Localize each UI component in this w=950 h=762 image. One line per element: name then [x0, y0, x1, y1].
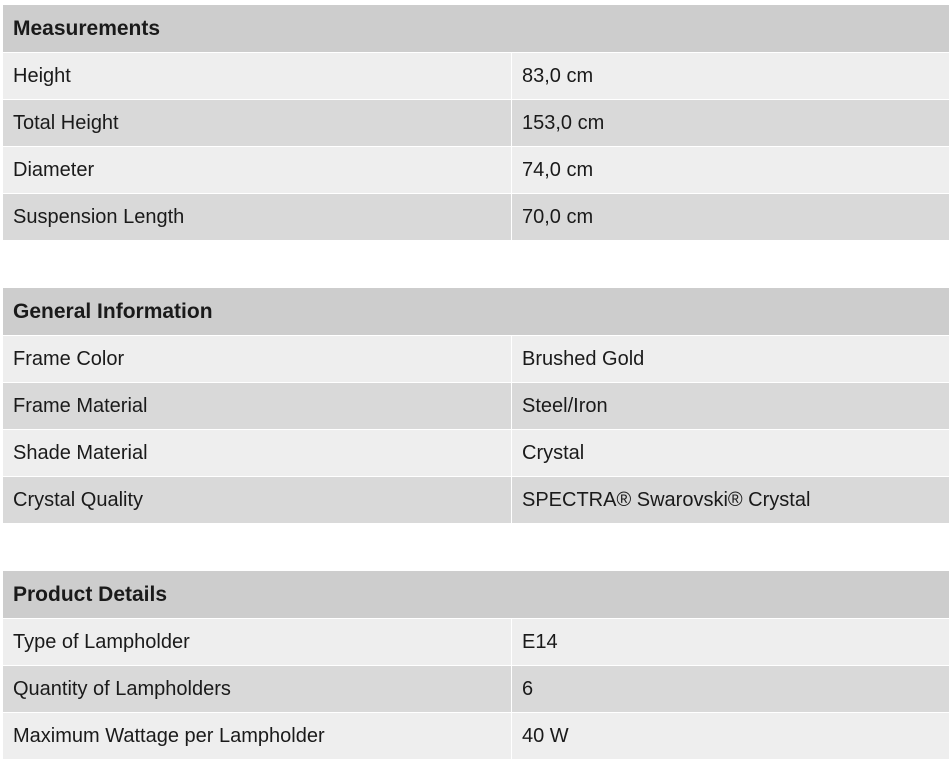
section-title: General Information: [13, 300, 213, 323]
table-row: [3, 100, 949, 147]
table-row: [3, 147, 949, 194]
section-header: [3, 288, 949, 336]
product-details-table: [3, 571, 949, 760]
row-label: Suspension Length: [3, 194, 512, 240]
measurements-table: [3, 5, 949, 241]
row-value: 83,0 cm: [522, 65, 594, 87]
row-value: 40 W: [522, 725, 569, 747]
table-row: [3, 430, 949, 477]
table-row: [3, 619, 949, 666]
table-row: [3, 53, 949, 100]
general-information-table: [3, 288, 949, 524]
row-value: 153,0 cm: [522, 112, 605, 134]
row-label: Diameter: [3, 147, 512, 193]
row-value: Steel/Iron: [522, 395, 608, 417]
table-row: [3, 713, 949, 760]
row-label: Total Height: [3, 100, 512, 146]
row-value: 74,0 cm: [522, 159, 594, 181]
row-value: Brushed Gold: [522, 348, 645, 370]
row-value: E14: [522, 631, 558, 653]
row-label: Quantity of Lampholders: [3, 666, 512, 712]
section-title: Product Details: [13, 583, 168, 606]
table-row: [3, 666, 949, 713]
table-row: [3, 477, 949, 524]
table-row: [3, 383, 949, 430]
row-label: Maximum Wattage per Lampholder: [3, 713, 512, 759]
row-value: 6: [522, 678, 534, 700]
section-header: [3, 571, 949, 619]
row-value: SPECTRA® Swarovski® Crystal: [522, 489, 811, 511]
row-label: Height: [3, 53, 512, 99]
row-value: Crystal: [522, 442, 585, 464]
table-row: [3, 336, 949, 383]
row-label: Frame Material: [3, 383, 512, 429]
row-label: Crystal Quality: [3, 477, 512, 523]
section-title: Measurements: [13, 17, 161, 40]
row-label: Type of Lampholder: [3, 619, 512, 665]
row-value: 70,0 cm: [522, 206, 594, 228]
table-row: [3, 194, 949, 241]
row-label: Frame Color: [3, 336, 512, 382]
row-label: Shade Material: [3, 430, 512, 476]
section-header: [3, 5, 949, 53]
